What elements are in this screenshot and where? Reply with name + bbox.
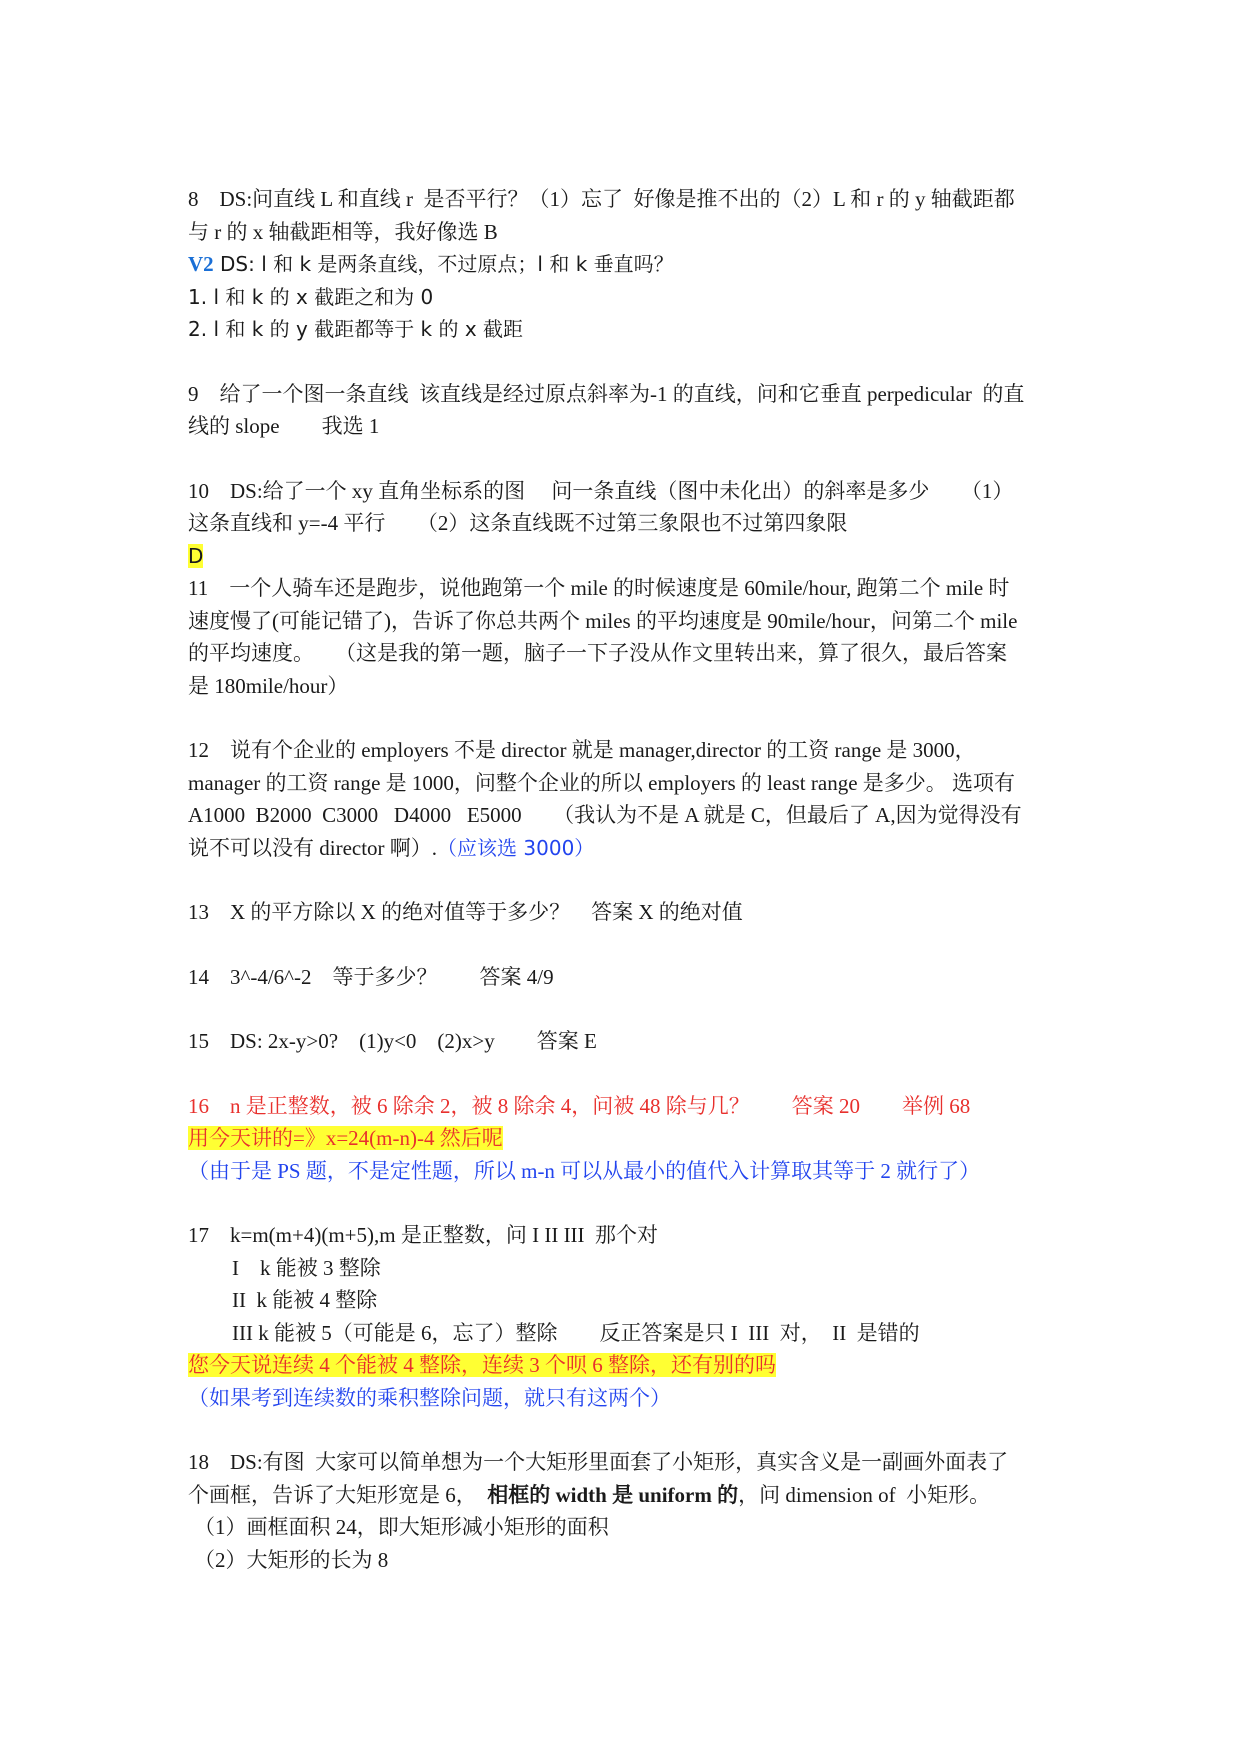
- q18-line2: [188, 1479, 1068, 1512]
- q18-condition-2: （2）大矩形的长为 8: [194, 1547, 389, 1572]
- v2-text: DS: l 和 k 是两条直线，不过原点；l 和 k 垂直吗？: [213, 252, 674, 276]
- q12-line3: A1000 B2000 C3000 D4000 E5000 （我认为不是 A 就是 C，但最后了 A,因为觉得没有: [188, 803, 1022, 827]
- q17-line5: 您今天说连续 4 个能被 4 整除，连续 3 个呗 6 整除，还有别的吗: [188, 1353, 776, 1377]
- q17-statement-2: II k 能被 4 整除: [232, 1288, 378, 1312]
- q18-line1: 18 DS:有图 大家可以简单想为一个大矩形里面套了小矩形，真实含义是一副画外面表了: [188, 1450, 1009, 1474]
- q15-text: 15 DS: 2x-y>0? (1)y<0 (2)x>y 答案 E: [188, 1029, 597, 1053]
- q9-line2: 线的 slope 我选 1: [188, 414, 380, 438]
- q16-line1: 16 n 是正整数，被 6 除余 2，被 8 除余 4，问被 48 除与几？ 答案 20 举例 68: [188, 1093, 971, 1118]
- q17-line1: 17 k=m(m+4)(m+5),m 是正整数，问 I II III 那个对: [188, 1223, 659, 1247]
- v2-tag: V2: [188, 252, 214, 276]
- q10-line2: 这条直线和 y=-4 平行 （2）这条直线既不过第三象限也不过第四象限: [188, 511, 848, 535]
- q11-line4: 是 180mile/hour）: [188, 673, 349, 698]
- q11-line1: 11 一个人骑车还是跑步，说他跑第一个 mile 的时候速度是 60mile/hour, 跑第二个 mile 时: [188, 576, 1010, 600]
- q18-line2-c: ，问 dimension of 小矩形。: [738, 1482, 991, 1507]
- q17-statement-3: III k 能被 5（可能是 6，忘了）整除 反正答案是只 I III 对， II 是错的: [232, 1320, 920, 1345]
- q17-line5-wrap: [188, 1349, 1068, 1382]
- q13-text: 13 X 的平方除以 X 的绝对值等于多少？ 答案 X 的绝对值: [188, 900, 743, 924]
- q9-line1: 9 给了一个图一条直线 该直线是经过原点斜率为-1 的直线，问和它垂直 perpedicular 的直: [188, 381, 1025, 406]
- v2-option-2: 2. l 和 k 的 y 截距都等于 k 的 x 截距: [188, 317, 524, 341]
- q11-line2: 速度慢了(可能记错了)，告诉了你总共两个 miles 的平均速度是 90mile/hour，问第二个 mile: [188, 608, 1018, 633]
- v2-option-1: 1. l 和 k 的 x 截距之和为 0: [188, 284, 434, 309]
- q18-condition-1: （1）画框面积 24，即大矩形减小矩形的面积: [194, 1515, 609, 1539]
- q16-line3: （由于是 PS 题，不是定性题，所以 m-n 可以从最小的值代入计算取其等于 2 就行了）: [188, 1158, 981, 1183]
- q8-line1: 8 DS:问直线 L 和直线 r 是否平行？（1）忘了 好像是推不出的（2）L 和 r 的 y 轴截距都: [188, 187, 1015, 211]
- q17-line6: （如果考到连续数的乘积整除问题，就只有这两个）: [188, 1385, 671, 1410]
- q11-line3: 的平均速度。 （这是我的第一题，脑子一下子没从作文里转出来，算了很久，最后答案: [188, 641, 1007, 665]
- q18-line2-a: 个画框，告诉了大矩形宽是 6，: [188, 1482, 488, 1507]
- q12-line4-text: 说不可以没有 director 啊）.: [188, 835, 438, 860]
- q12-correction: （应该选 3000）: [437, 835, 595, 860]
- q12-line2: manager 的工资 range 是 1000，问整个企业的所以 employers 的 least range 是多少。 选项有: [188, 770, 1016, 795]
- q10-answer-line: [188, 540, 1068, 573]
- q17-statement-1: I k 能被 3 整除: [232, 1255, 381, 1280]
- q16-line2-wrap: [188, 1122, 1068, 1155]
- q12-line4: [188, 832, 1068, 865]
- q12-line1: 12 说有个企业的 employers 不是 director 就是 manager,director 的工资 range 是 3000，: [188, 738, 976, 762]
- v2-question: [188, 248, 1068, 281]
- q10-answer: D: [188, 543, 204, 568]
- q16-line2: 用今天讲的=》x=24(m-n)-4 然后呢: [188, 1126, 503, 1150]
- q10-line1: 10 DS:给了一个 xy 直角坐标系的图 问一条直线（图中未化出）的斜率是多少 （1）: [188, 478, 1014, 503]
- q14-text: 14 3^-4/6^-2 等于多少？ 答案 4/9: [188, 964, 554, 989]
- q18-line2-bold: 相框的 width 是 uniform 的: [487, 1482, 739, 1507]
- document-page: [188, 183, 1068, 1576]
- q8-line2: 与 r 的 x 轴截距相等，我好像选 B: [188, 219, 498, 244]
